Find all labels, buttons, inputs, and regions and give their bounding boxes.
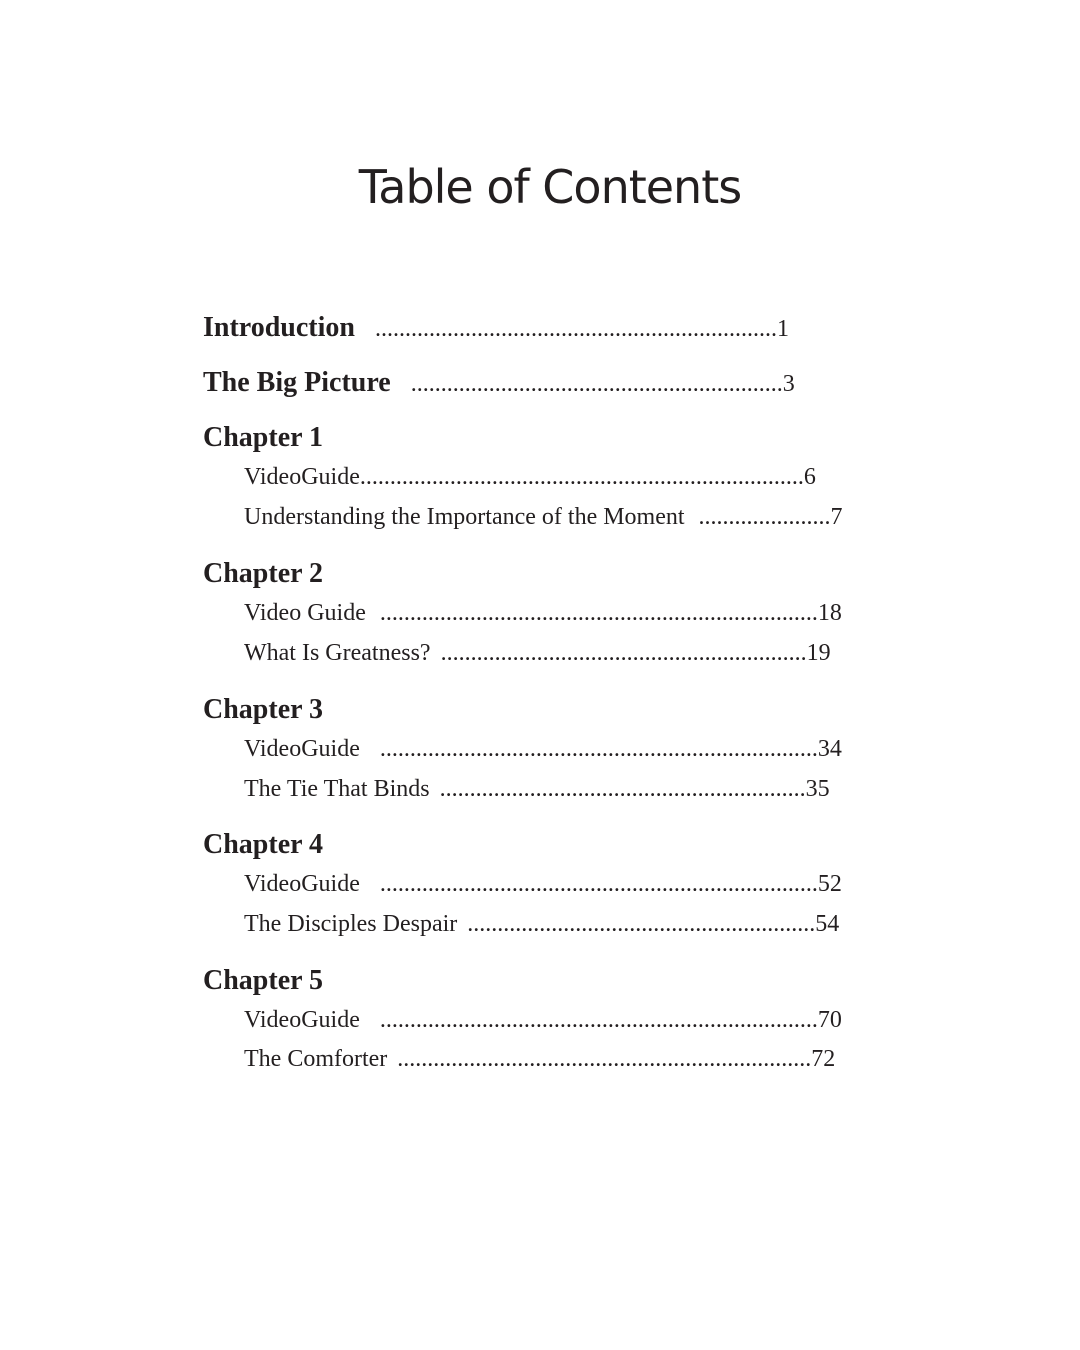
toc-entry-label: Introduction (203, 312, 355, 343)
toc-entry-label: VideoGuide (244, 871, 360, 897)
toc-page-number: 18 (817, 600, 842, 626)
toc-entry-ch5-video-guide[interactable] (244, 1007, 842, 1034)
chapter-heading-5: Chapter 5 (203, 965, 324, 996)
toc-entry-label: The Disciples Despair (244, 911, 458, 937)
toc-entry-ch4-video-guide[interactable] (244, 871, 842, 898)
toc-entry-label: The Big Picture (203, 367, 391, 398)
toc-page-number: 52 (817, 871, 842, 897)
toc-page-number: 72 (811, 1046, 836, 1072)
toc-leader-dots: ......................................................................... (379, 871, 818, 897)
chapter-heading-4: Chapter 4 (203, 829, 324, 860)
toc-entry-label: VideoGuide (244, 464, 360, 490)
toc-entry-introduction[interactable] (203, 312, 789, 344)
toc-entry-ch2-article[interactable] (244, 640, 831, 667)
toc-entry-ch5-article[interactable] (244, 1046, 835, 1073)
toc-entry-label: VideoGuide (244, 736, 360, 762)
toc-page-number: 3 (782, 371, 795, 397)
toc-page-number: 1 (776, 316, 789, 342)
toc-leader-dots: ......................................................................... (379, 736, 818, 762)
toc-entry-big-picture[interactable] (203, 367, 795, 399)
chapter-heading-2: Chapter 2 (203, 558, 324, 589)
chapter-heading-3: Chapter 3 (203, 694, 324, 725)
toc-entry-ch4-article[interactable] (244, 911, 839, 938)
toc-page-number: 34 (817, 736, 842, 762)
toc-leader-dots: ............................................................. (439, 776, 806, 802)
toc-leader-dots: ..................................................................... (397, 1046, 812, 1072)
toc-page-number: 70 (817, 1007, 842, 1033)
toc-leader-dots: .............................................................. (410, 371, 783, 397)
toc-entry-ch1-video-guide[interactable] (244, 464, 816, 491)
toc-page-number: 35 (805, 776, 830, 802)
toc-leader-dots: ...................... (698, 504, 831, 530)
toc-entry-ch3-article[interactable] (244, 776, 830, 803)
toc-page-number: 7 (830, 504, 843, 530)
toc-leader-dots: .......................................................... (467, 911, 816, 937)
toc-page-number: 54 (815, 911, 840, 937)
chapter-heading-1: Chapter 1 (203, 422, 324, 453)
toc-entry-label: Understanding the Importance of the Moment (244, 504, 685, 530)
toc-entry-label: Video Guide (244, 600, 366, 626)
toc-leader-dots: ................................................................... (374, 316, 777, 342)
toc-leader-dots: ............................................................. (440, 640, 807, 666)
toc-leader-dots: ......................................................................... (379, 600, 818, 626)
toc-leader-dots: .......................................................................... (359, 464, 804, 490)
toc-entry-ch1-article[interactable] (244, 504, 843, 531)
toc-entry-ch2-video-guide[interactable] (244, 600, 842, 627)
toc-entry-label: VideoGuide (244, 1007, 360, 1033)
toc-entry-label: The Tie That Binds (244, 776, 430, 802)
toc-page-number: 19 (806, 640, 831, 666)
toc-page-number: 6 (803, 464, 816, 490)
toc-leader-dots: ......................................................................... (379, 1007, 818, 1033)
toc-entry-label: The Comforter (244, 1046, 388, 1072)
toc-entry-ch3-video-guide[interactable] (244, 736, 842, 763)
toc-entry-label: What Is Greatness? (244, 640, 431, 666)
page-title: Table of Contents (358, 160, 742, 214)
